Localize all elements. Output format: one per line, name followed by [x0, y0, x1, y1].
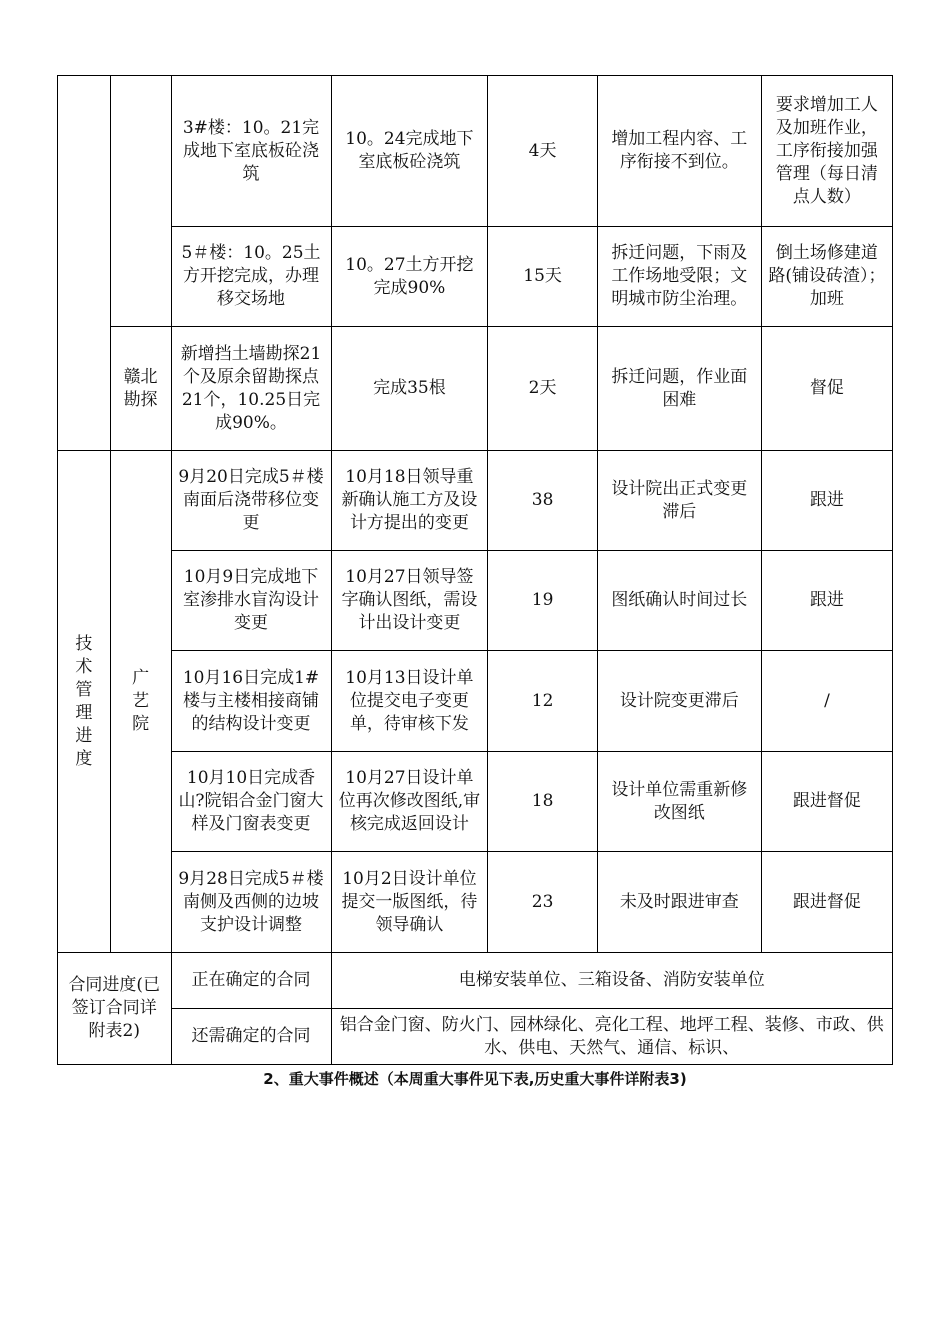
measure-cell: 跟进督促	[761, 852, 892, 953]
measure-cell: 督促	[761, 327, 892, 451]
measure-cell: 跟进督促	[761, 752, 892, 852]
plan-cell: 10月9日完成地下室渗排水盲沟设计变更	[171, 551, 331, 651]
progress-table	[57, 75, 893, 1065]
unit-label: 广 艺 院	[110, 451, 171, 953]
measure-cell: 要求增加工人及加班作业，工序衔接加强管理（每日清点人数）	[761, 76, 892, 227]
table-row	[58, 752, 893, 852]
delay-cell: 38	[488, 451, 597, 551]
plan-cell: 3#楼：10。21完成地下室底板砼浇筑	[171, 76, 331, 227]
delay-cell: 15天	[488, 227, 597, 327]
reason-cell: 设计院出正式变更滞后	[597, 451, 761, 551]
reason-cell: 图纸确认时间过长	[597, 551, 761, 651]
table-row	[58, 327, 893, 451]
unit-label-empty	[110, 76, 171, 327]
section-heading: 2、重大事件概述（本周重大事件见下表,历史重大事件详附表3)	[263, 1070, 687, 1088]
actual-cell: 10月2日设计单位提交一版图纸，待领导确认	[331, 852, 488, 953]
measure-cell: 跟进	[761, 551, 892, 651]
table-row	[58, 953, 893, 1009]
plan-cell: 新增挡土墙勘探21个及原余留勘探点21个，10.25日完成90%。	[171, 327, 331, 451]
delay-cell: 12	[488, 651, 597, 752]
table-row	[58, 227, 893, 327]
delay-cell: 19	[488, 551, 597, 651]
section-label-contract: 合同进度(已签订合同详附表2)	[58, 953, 172, 1065]
actual-cell: 10。27土方开挖完成90%	[331, 227, 488, 327]
table-row	[58, 852, 893, 953]
contract-content-cell: 电梯安装单位、三箱设备、消防安装单位	[331, 953, 893, 1009]
reason-cell: 拆迁问题，下雨及工作场地受限；文明城市防尘治理。	[597, 227, 761, 327]
unit-label: 赣北勘探	[110, 327, 171, 451]
delay-cell: 18	[488, 752, 597, 852]
actual-cell: 10。24完成地下室底板砼浇筑	[331, 76, 488, 227]
actual-cell: 10月27日设计单位再次修改图纸,审核完成返回设计	[331, 752, 488, 852]
plan-cell: 9月20日完成5＃楼南面后浇带移位变更	[171, 451, 331, 551]
table-row	[58, 1009, 893, 1065]
measure-cell: 跟进	[761, 451, 892, 551]
plan-cell: 10月10日完成香山?院铝合金门窗大样及门窗表变更	[171, 752, 331, 852]
reason-cell: 未及时跟进审查	[597, 852, 761, 953]
actual-cell: 10月27日领导签字确认图纸，需设计出设计变更	[331, 551, 488, 651]
delay-cell: 23	[488, 852, 597, 953]
actual-cell: 10月13日设计单位提交电子变更单，待审核下发	[331, 651, 488, 752]
table-row	[58, 551, 893, 651]
section-label-tech: 技 术 管 理 进 度	[58, 451, 111, 953]
reason-cell: 拆迁问题，作业面困难	[597, 327, 761, 451]
reason-cell: 增加工程内容、工序衔接不到位。	[597, 76, 761, 227]
section-label-empty	[58, 76, 111, 451]
table-row	[58, 451, 893, 551]
contract-type-cell: 正在确定的合同	[171, 953, 331, 1009]
actual-cell: 10月18日领导重新确认施工方及设计方提出的变更	[331, 451, 488, 551]
reason-cell: 设计单位需重新修改图纸	[597, 752, 761, 852]
table-row	[58, 76, 893, 227]
plan-cell: 10月16日完成1#楼与主楼相接商铺的结构设计变更	[171, 651, 331, 752]
contract-type-cell: 还需确定的合同	[171, 1009, 331, 1065]
measure-cell: /	[761, 651, 892, 752]
measure-cell: 倒土场修建道路(铺设砖渣）；加班	[761, 227, 892, 327]
plan-cell: 5＃楼：10。25土方开挖完成，办理移交场地	[171, 227, 331, 327]
delay-cell: 4天	[488, 76, 597, 227]
contract-content-cell: 铝合金门窗、防火门、园林绿化、亮化工程、地坪工程、装修、市政、供水、供电、天然气、通信、标识、	[331, 1009, 893, 1065]
actual-cell: 完成35根	[331, 327, 488, 451]
table-row	[58, 651, 893, 752]
delay-cell: 2天	[488, 327, 597, 451]
reason-cell: 设计院变更滞后	[597, 651, 761, 752]
plan-cell: 9月28日完成5＃楼南侧及西侧的边坡支护设计调整	[171, 852, 331, 953]
